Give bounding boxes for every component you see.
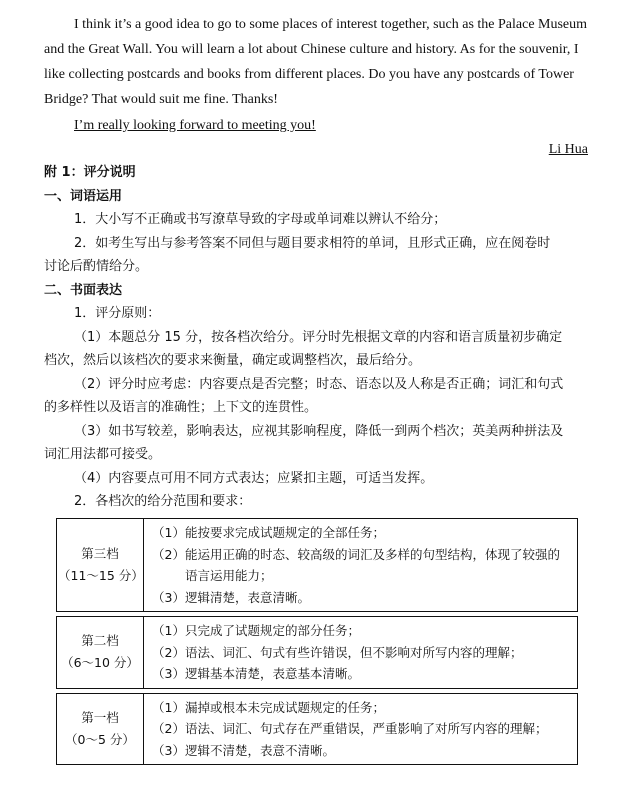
- grade-items-cell: [144, 693, 578, 765]
- requirement: （3） 逻辑清楚，表意清晰。: [152, 589, 310, 605]
- letter-line: like collecting postcards and books from different places. Do you have any postcards of Tower: [44, 67, 574, 82]
- grade-range: （6～10 分）: [61, 655, 139, 671]
- requirement: （2） 语法、词汇、句式有些许错误，但不影响对所写内容的理解；: [152, 644, 523, 660]
- letter-line: and the Great Wall. You will learn a lot about Chinese culture and history. As for the souvenir, I: [44, 42, 579, 57]
- rubric-section: [44, 161, 590, 514]
- grade-table: [56, 518, 578, 765]
- requirement: （1） 能按要求完成试题规定的全部任务；: [152, 525, 385, 540]
- grade-items-cell: [144, 519, 578, 612]
- principle-item: （1）本题总分 15 分，按各档次给分。评分时先根据文章的内容和语言质量初步确定: [74, 329, 563, 345]
- principle-item: （4）内容要点可用不同方式表达；应紧扣主题，可适当发挥。: [74, 470, 434, 486]
- section2-title: 二、书面表达: [44, 282, 123, 298]
- principles-title: 1．评分原则：: [74, 306, 161, 321]
- requirement: （2） 能运用正确的时态、较高级的词汇及多样的句型结构，体现了较强的语言运用能力；: [152, 546, 560, 583]
- grade-label-cell: [57, 693, 144, 765]
- principle-item: （2）评分时应考虑：内容要点是否完整；时态、语态以及人称是否正确；词汇和句式: [74, 376, 564, 392]
- grade-label-cell: [57, 519, 144, 612]
- principle-item: （3）如书写较差，影响表达，应视其影响程度，降低一到两个档次；英美两种拼法及: [74, 423, 564, 439]
- grade-label-cell: [57, 617, 144, 689]
- letter-paragraph: [44, 12, 590, 112]
- requirement: （3） 逻辑不清楚，表意不清晰。: [152, 742, 335, 758]
- section1-item: 1．大小写不正确或书写潦草导致的字母或单词难以辨认不给分；: [74, 212, 447, 227]
- section1-item-cont: 讨论后酌情给分。: [44, 259, 149, 274]
- grade-range: （11～15 分）: [58, 568, 144, 583]
- principle-item-cont: 档次，然后以该档次的要求来衡量，确定或调整档次，最后给分。: [44, 353, 422, 368]
- ranges-title: 2．各档次的给分范围和要求：: [74, 494, 252, 509]
- grade-range: （0～5 分）: [65, 731, 135, 747]
- section1-item: 2．如考生写出与参考答案不同但与题目要求相符的单词，且形式正确，应在阅卷时: [74, 235, 551, 251]
- principle-item-cont: 词汇用法都可接受。: [44, 447, 162, 462]
- requirement: （1） 只完成了试题规定的部分任务；: [152, 623, 360, 638]
- grade-row: [57, 693, 578, 765]
- grade-row: [57, 519, 578, 612]
- requirement: （2） 语法、词汇、句式存在严重错误，严重影响了对所写内容的理解；: [152, 721, 548, 736]
- grade-name: 第二档: [81, 633, 119, 649]
- letter-signature: Li Hua: [548, 142, 588, 157]
- grade-name: 第三档: [81, 546, 119, 561]
- grade-name: 第一档: [81, 709, 119, 725]
- letter-line: I think it’s a good idea to go to some places of interest together, such as the Palace Museum: [74, 17, 588, 32]
- letter-closing: I’m really looking forward to meeting you!: [74, 118, 316, 133]
- section1-title: 一、词语运用: [44, 188, 123, 204]
- grade-items-cell: [144, 617, 578, 689]
- appendix-title: 附 1：评分说明: [44, 165, 136, 180]
- grade-row: [57, 617, 578, 689]
- requirement: （3） 逻辑基本清楚，表意基本清晰。: [152, 666, 360, 681]
- letter-line: Bridge? That would suit me fine. Thanks!: [44, 92, 278, 107]
- principle-item-cont: 的多样性以及语言的准确性；上下文的连贯性。: [44, 400, 318, 415]
- requirement: （1） 漏掉或根本未完成试题规定的任务；: [152, 699, 385, 715]
